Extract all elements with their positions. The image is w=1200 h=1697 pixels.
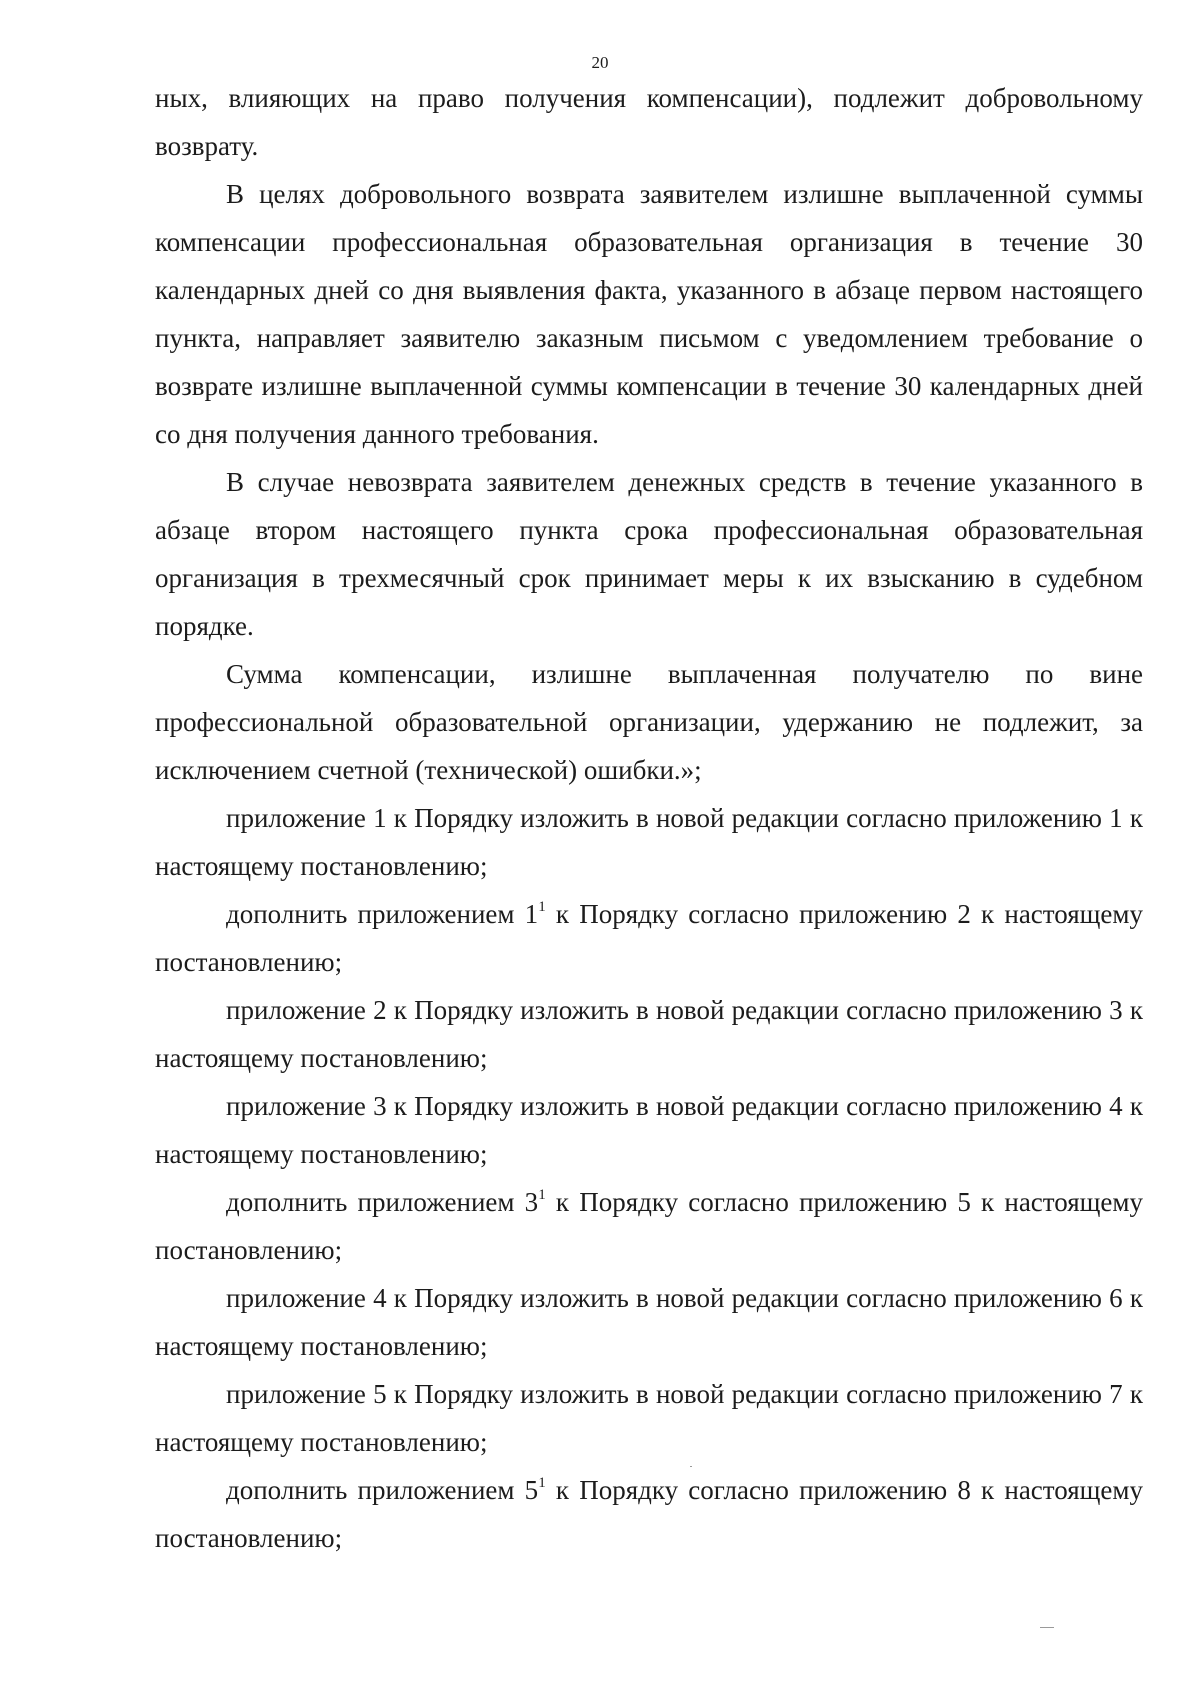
- paragraph-appendix-3: приложение 3 к Порядку изложить в новой редакции согласно приложению 4 к настоящему постановлению;: [155, 1091, 1143, 1169]
- paragraph-text-after: к Порядку согласно приложению 8 к настоящему постановлению;: [155, 1475, 1143, 1553]
- paragraph-appendix-1: приложение 1 к Порядку изложить в новой редакции согласно приложению 1 к настоящему постановлению;: [155, 803, 1143, 881]
- paragraph-non-return: В случае невозврата заявителем денежных средств в течение указанного в абзаце втором настоящего пункта срока профессиональная образовательная организация в трехмесячный срок принимает меры к их взысканию в судебном порядке.: [155, 467, 1143, 641]
- paragraph-appendix-1-1: [155, 890, 1143, 986]
- scan-artifact: [1040, 1627, 1054, 1628]
- paragraph-appendix-5-1: [155, 1466, 1143, 1562]
- paragraph-voluntary-return: В целях добровольного возврата заявителем излишне выплаченной суммы компенсации профессиональная образовательная организация в течение 30 календарных дней со дня выявления факта, указанного в абзаце первом настоящего пункта, направляет заявителю заказным письмом с уведомлением требование о возврате излишне выплаченной суммы компенсации в течение 30 календарных дней со дня получения данного требования.: [155, 179, 1143, 449]
- superscript: 1: [538, 899, 546, 915]
- paragraph-text-before: дополнить приложением 1: [226, 899, 539, 929]
- paragraph-text-before: дополнить приложением 3: [226, 1187, 539, 1217]
- document-body: [155, 74, 1143, 1562]
- paragraph-text-after: к Порядку согласно приложению 5 к настоящему постановлению;: [155, 1187, 1143, 1265]
- scan-artifact: [690, 1466, 692, 1467]
- page-number: 20: [591, 53, 609, 72]
- superscript: 1: [538, 1475, 546, 1491]
- paragraph-text-after: к Порядку согласно приложению 2 к настоящему постановлению;: [155, 899, 1143, 977]
- paragraph-continuation: ных, влияющих на право получения компенсации), подлежит добровольному возврату.: [155, 83, 1143, 161]
- paragraph-appendix-2: приложение 2 к Порядку изложить в новой редакции согласно приложению 3 к настоящему постановлению;: [155, 995, 1143, 1073]
- paragraph-appendix-4: приложение 4 к Порядку изложить в новой редакции согласно приложению 6 к настоящему постановлению;: [155, 1283, 1143, 1361]
- paragraph-appendix-5: приложение 5 к Порядку изложить в новой редакции согласно приложению 7 к настоящему постановлению;: [155, 1379, 1143, 1457]
- superscript: 1: [538, 1187, 546, 1203]
- paragraph-appendix-3-1: [155, 1178, 1143, 1274]
- paragraph-text-before: дополнить приложением 5: [226, 1475, 539, 1505]
- paragraph-overpaid-amount: Сумма компенсации, излишне выплаченная получателю по вине профессиональной образовательной организации, удержанию не подлежит, за исключением счетной (технической) ошибки.»;: [155, 659, 1143, 785]
